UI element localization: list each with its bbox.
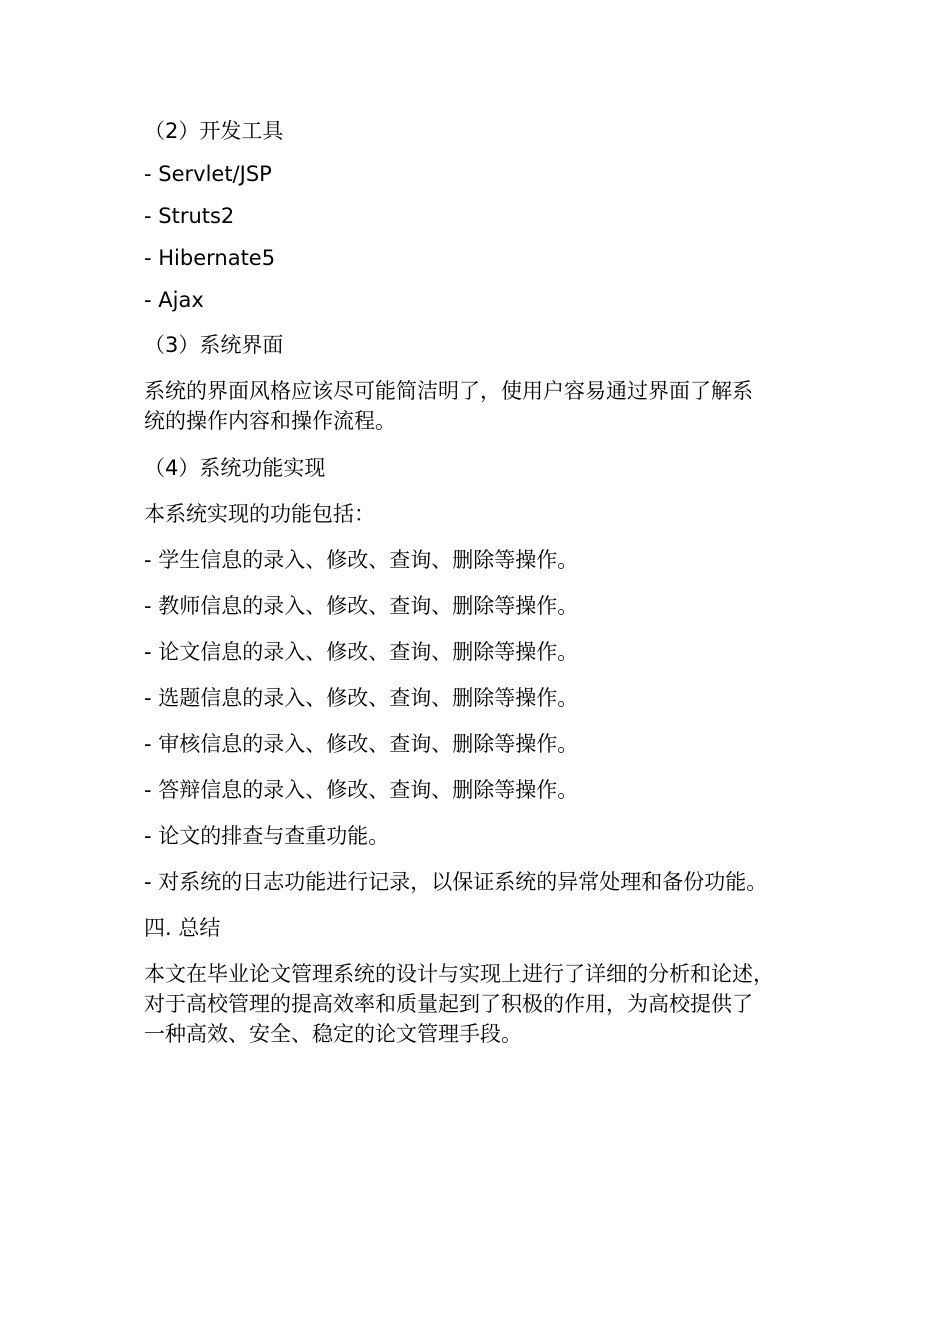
features-heading: （4）系统功能实现 [144,456,326,480]
features-intro: 本系统实现的功能包括： [144,502,375,526]
feature-item: - 答辩信息的录入、修改、查询、删除等操作。 [144,778,579,802]
dev-tool-item: - Struts2 [144,204,235,228]
ui-paragraph [144,376,753,436]
feature-item: - 学生信息的录入、修改、查询、删除等操作。 [144,548,579,572]
dev-tool-item: - Servlet/JSP [144,162,272,186]
dev-tool-item: - Ajax [144,288,204,312]
feature-item: - 论文的排查与查重功能。 [144,824,390,848]
summary-paragraph-line: 对于高校管理的提高效率和质量起到了积极的作用，为高校提供了 [144,992,753,1016]
ui-heading: （3）系统界面 [144,333,284,357]
ui-paragraph-line: 系统的界面风格应该尽可能简洁明了，使用户容易通过界面了解系 [144,379,753,403]
ui-paragraph-line: 统的操作内容和操作流程。 [144,409,396,433]
feature-item: - 论文信息的录入、修改、查询、删除等操作。 [144,640,579,664]
feature-item: - 教师信息的录入、修改、查询、删除等操作。 [144,594,579,618]
dev-tool-item: - Hibernate5 [144,246,276,270]
summary-paragraph [144,959,774,1049]
feature-item: - 对系统的日志功能进行记录，以保证系统的异常处理和备份功能。 [144,870,768,894]
feature-item: - 选题信息的录入、修改、查询、删除等操作。 [144,686,579,710]
feature-item: - 审核信息的录入、修改、查询、删除等操作。 [144,732,579,756]
summary-paragraph-line: 本文在毕业论文管理系统的设计与实现上进行了详细的分析和论述， [144,962,774,986]
summary-heading: 四. 总结 [144,916,221,940]
summary-paragraph-line: 一种高效、安全、稳定的论文管理手段。 [144,1022,522,1046]
dev-tools-heading: （2）开发工具 [144,119,284,143]
